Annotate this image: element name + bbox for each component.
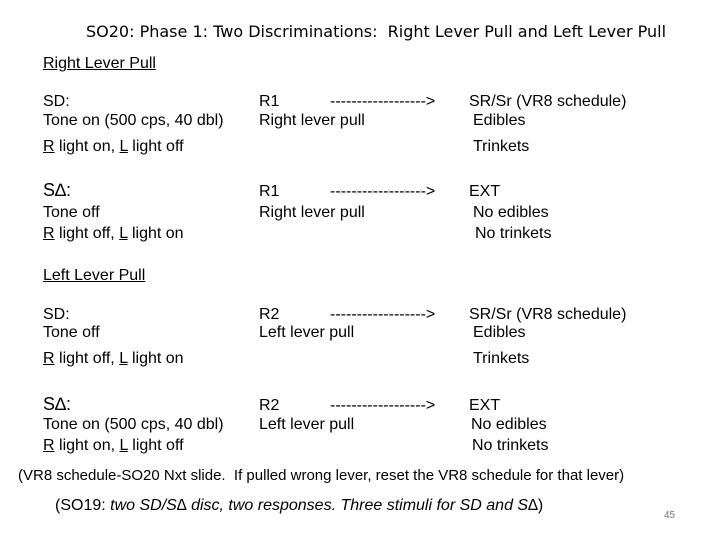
right-sd-c2: Trinkets [473, 138, 530, 155]
right-sd-label: SD: [43, 93, 70, 110]
left-sd-label: SD: [43, 306, 70, 323]
lights-end: light on [127, 350, 184, 367]
left-sd-c2: Trinkets [473, 350, 530, 367]
l-light-letter: L [119, 437, 128, 454]
lights-end: light off [127, 437, 184, 454]
right-sdelta-consequence: EXT [469, 183, 501, 200]
vr8-note: (VR8 schedule-SO20 Nxt slide. If pulled wrong lever, reset the VR8 schedule for that lever) [18, 467, 625, 484]
left-sd-c1: Edibles [473, 324, 526, 341]
lights-end: light off [127, 138, 184, 155]
left-sd-response-head: R2 [259, 306, 280, 323]
delta-symbol: ∆: [55, 180, 72, 200]
delta-symbol: ∆: [55, 394, 72, 414]
left-sdelta-c2: No trinkets [472, 437, 549, 454]
lights-end: light on [127, 225, 184, 242]
left-sdelta-c1: No edibles [471, 416, 547, 433]
lights-mid: light off, [54, 225, 120, 242]
right-sd-tone: Tone on (500 cps, 40 dbl) [43, 112, 224, 129]
left-sd-arrow: ------------------> [330, 306, 436, 323]
left-sd-tone: Tone off [43, 324, 100, 341]
right-sdelta-arrow: ------------------> [330, 183, 436, 200]
left-sdelta-tone: Tone on (500 cps, 40 dbl) [43, 416, 224, 433]
s-letter: S [43, 394, 56, 414]
l-light-letter: L [119, 350, 128, 367]
left-sdelta-arrow: ------------------> [330, 397, 436, 414]
right-sdelta-tone: Tone off [43, 204, 100, 221]
s-letter: S [43, 180, 56, 200]
so19-close: ) [537, 497, 544, 514]
r-light-letter: R [43, 225, 55, 242]
r-light-letter: R [43, 350, 55, 367]
right-lever-heading: Right Lever Pull [43, 55, 156, 72]
right-sdelta-response-head: R1 [259, 183, 280, 200]
right-sdelta-label [43, 180, 71, 200]
right-sd-c1: Edibles [473, 112, 526, 129]
left-sdelta-response-head: R2 [259, 397, 280, 414]
r-light-letter: R [43, 437, 55, 454]
left-sdelta-response: Left lever pull [259, 416, 355, 433]
right-sdelta-c1: No edibles [473, 204, 549, 221]
lights-mid: light on, [54, 437, 120, 454]
l-light-letter: L [119, 225, 128, 242]
right-sd-response-head: R1 [259, 93, 280, 110]
left-sdelta-lights [43, 436, 184, 456]
right-sdelta-response: Right lever pull [259, 204, 365, 221]
r-light-letter: R [43, 138, 55, 155]
left-sdelta-consequence: EXT [469, 397, 501, 414]
left-sd-lights [43, 349, 184, 369]
left-sd-response: Left lever pull [259, 324, 355, 341]
right-sd-lights [43, 137, 184, 157]
left-sd-consequence: SR/Sr (VR8 schedule) [469, 306, 627, 323]
right-sdelta-lights [43, 224, 184, 244]
l-light-letter: L [119, 138, 128, 155]
slide-title: SO20: Phase 1: Two Discriminations: Right Lever Pull and Left Lever Pull [86, 22, 667, 41]
so19-italic: two SD/S∆ disc, two responses. Three stimuli for SD and S∆ [110, 497, 538, 514]
right-sdelta-c2: No trinkets [475, 225, 552, 242]
lights-mid: light on, [54, 138, 120, 155]
left-lever-heading: Left Lever Pull [43, 267, 146, 284]
page-number: 45 [664, 510, 676, 521]
right-sd-consequence: SR/Sr (VR8 schedule) [469, 93, 627, 110]
right-sd-response: Right lever pull [259, 112, 365, 129]
lights-mid: light off, [54, 350, 120, 367]
so19-open: (SO19: [55, 497, 111, 514]
left-sdelta-label [43, 394, 71, 414]
so19-note [55, 496, 543, 516]
right-sd-arrow: ------------------> [330, 93, 436, 110]
